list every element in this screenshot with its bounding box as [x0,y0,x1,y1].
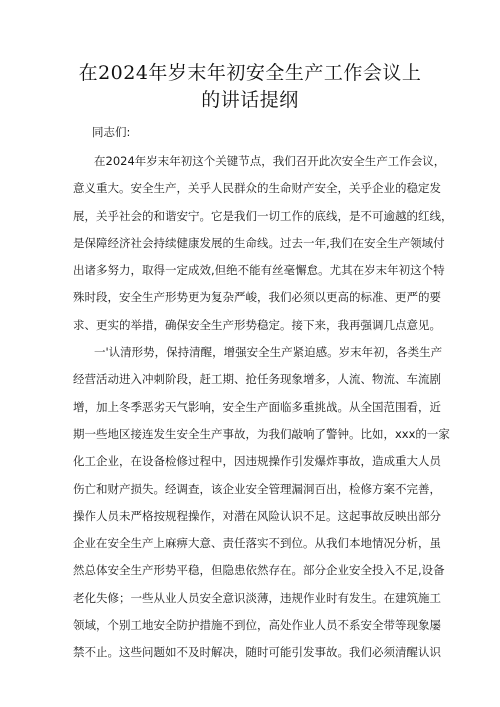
body-line: 出诸多努力，取得一定成效,但绝不能有丝毫懈怠。尤其在岁末年初这个特 [73,263,445,278]
body-line: 伤亡和财产损失。经调查，该企业安全管理漏洞百出，检修方案不完善， [73,481,441,496]
body-line: 一'认清形势，保持清醒，增强安全生产紧迫感。岁末年初，各类生产 [94,345,443,360]
body-line: 是保障经济社会持续健康发展的生命线。过去一年,我们在安全生产领域付 [73,235,445,250]
body-line: 展，关乎社会的和谐安宁。它是我们一切工作的底线，是不可逾越的红线， [73,208,453,223]
body-line: 殊时段，安全生产形势更为复杂严峻，我们必须以更高的标准、更严的要 [73,290,441,305]
body-line: 求、更实的举措，确保安全生产形势稳定。接下来，我再强调几点意见。 [73,317,441,332]
body-line: 化工企业，在设备检修过程中，因违规操作引发爆炸事故，造成重大人员 [73,454,441,469]
body-line: 经营活动进入冲刺阶段，赶工期、抢任务现象增多，人流、物流、车流剧 [73,372,441,387]
body-line: 企业在安全生产上麻痹大意、责任落实不到位。从我们本地情况分析，虽 [73,536,441,551]
document-title-line-2: 的讲话提纲 [201,89,299,111]
body-line: 禁不止。这些问题如不及时解决，随时可能引发事故。我们必须清醒认识 [73,645,441,660]
body-line: 意义重大。安全生产，关乎人民群众的生命财产安全，关乎企业的稳定发 [73,181,441,196]
body-line: 老化失修；一些从业人员安全意识淡薄，违规作业时有发生。在建筑施工 [73,590,441,605]
body-line: 期一些地区接连发生安全生产事故，为我们敲响了警钟。比如，xxx的一家 [73,426,450,441]
body-line: 领域，个别工地安全防护措施不到位，高处作业人员不系安全带等现象屡 [73,618,441,633]
document-body [73,148,453,667]
document-title-line-1: 在2024年岁末年初安全生产工作会议上 [78,62,422,84]
salutation: 同志们: [92,125,131,139]
body-line: 操作人员未严格按规程操作，对潜在风险认识不足。这起事故反映出部分 [73,508,441,523]
body-line: 增，加上冬季恶劣天气影响，安全生产面临多重挑战。从全国范围看，近 [73,399,441,414]
body-line: 在2024年岁末年初这个关键节点，我们召开此次安全生产工作会议， [94,154,446,168]
body-line: 然总体安全生产形势平稳，但隐患依然存在。部分企业安全投入不足,设备 [73,563,445,578]
